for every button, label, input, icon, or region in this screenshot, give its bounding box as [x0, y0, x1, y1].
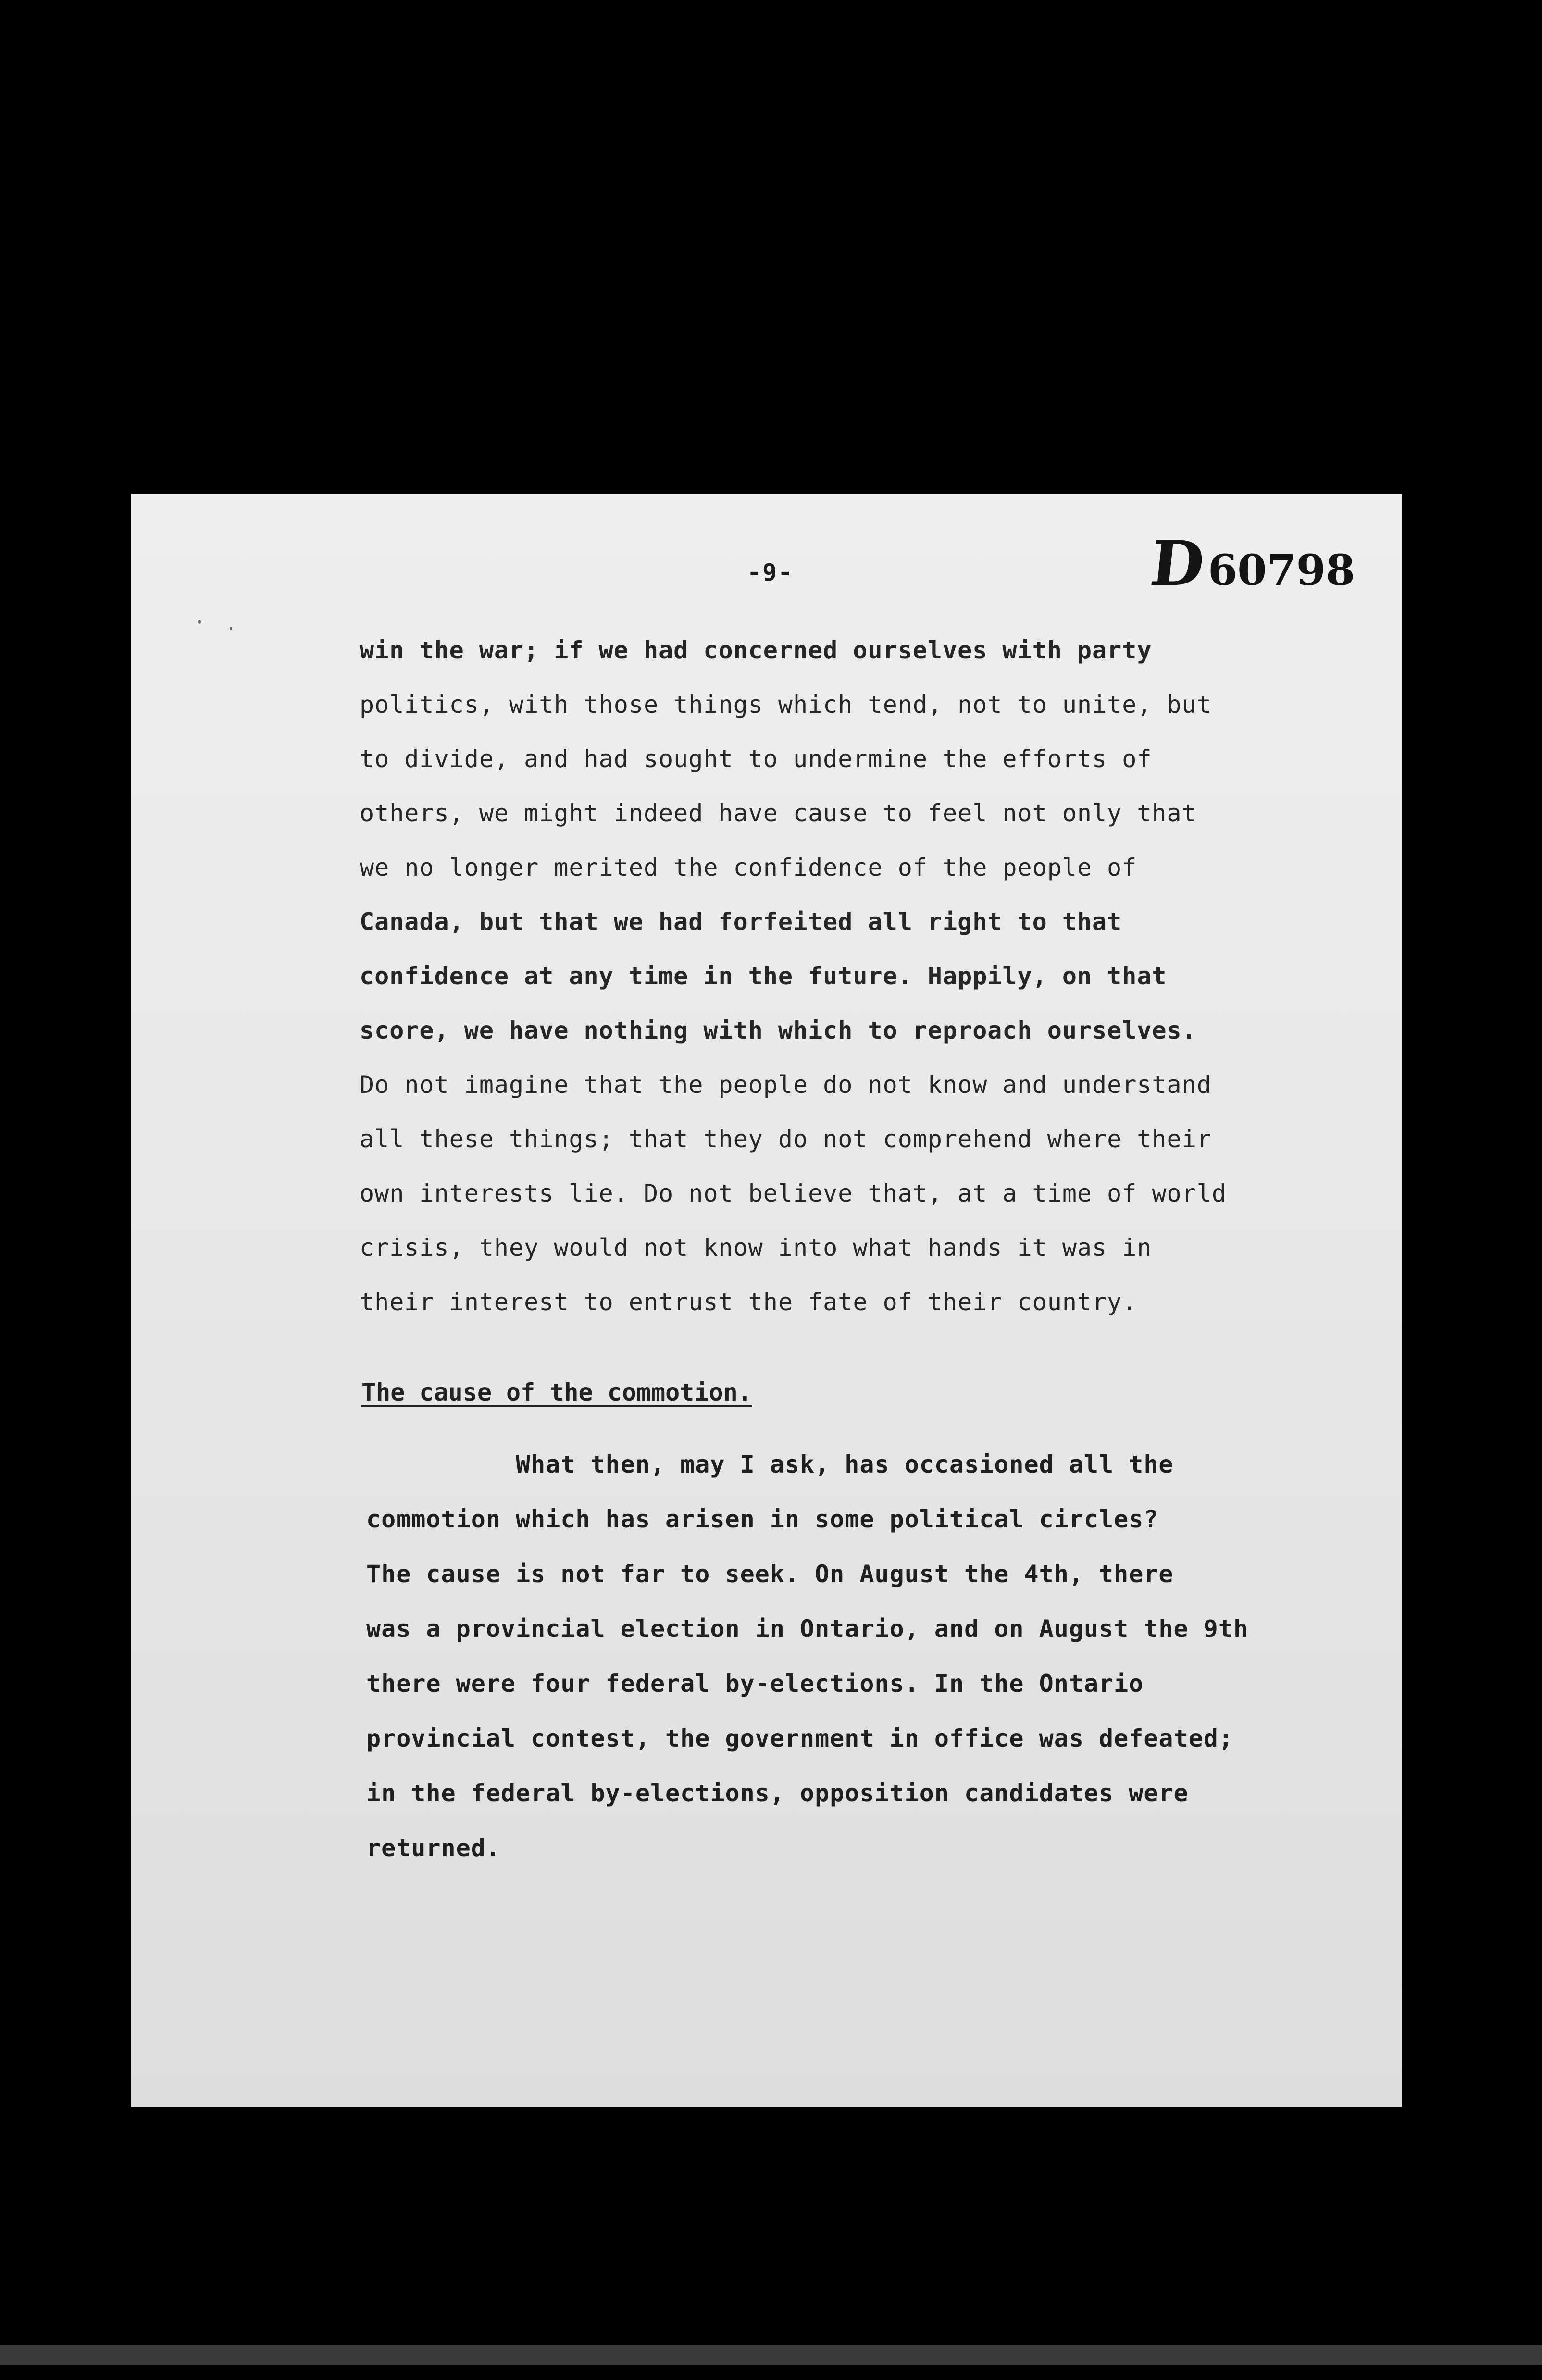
- text-line: others, we might indeed have cause to feel not only that: [360, 799, 1197, 827]
- scan-border-strip: [0, 2345, 1542, 2365]
- text-line: score, we have nothing with which to reproach ourselves.: [360, 1016, 1197, 1044]
- text-line: returned.: [366, 1834, 501, 1862]
- text-line: politics, with those things which tend, not to unite, but: [360, 691, 1212, 719]
- page-number: -9-: [747, 558, 794, 586]
- stray-mark: [230, 627, 232, 630]
- text-line: The cause is not far to seek. On August the 4th, there: [366, 1560, 1174, 1588]
- text-line: Do not imagine that the people do not know and understand: [360, 1071, 1212, 1099]
- text-line: to divide, and had sought to undermine the efforts of: [360, 745, 1152, 773]
- text-line: What then, may I ask, has occasioned all the: [366, 1450, 1174, 1478]
- document-id-prefix: D: [1147, 528, 1208, 600]
- text-line: commotion which has arisen in some political circles?: [366, 1505, 1159, 1533]
- document-page: [131, 494, 1402, 2107]
- text-line: Canada, but that we had forfeited all right to that: [360, 908, 1122, 936]
- text-line: provincial contest, the government in office was defeated;: [366, 1724, 1233, 1752]
- text-line: was a provincial election in Ontario, and on August the 9th: [366, 1615, 1249, 1643]
- text-line: there were four federal by-elections. In the Ontario: [366, 1670, 1144, 1698]
- stray-mark: [198, 620, 201, 624]
- document-id-number: 60798: [1208, 545, 1355, 595]
- document-id-stamp: [1147, 528, 1355, 600]
- text-line: we no longer merited the confidence of the people of: [360, 854, 1137, 881]
- text-line: all these things; that they do not comprehend where their: [360, 1125, 1212, 1153]
- text-line: win the war; if we had concerned ourselves with party: [360, 636, 1152, 664]
- text-line: in the federal by-elections, opposition candidates were: [366, 1779, 1189, 1807]
- section-heading: The cause of the commotion.: [361, 1378, 752, 1406]
- text-line: their interest to entrust the fate of their country.: [360, 1288, 1137, 1316]
- text-line: confidence at any time in the future. Happily, on that: [360, 962, 1167, 990]
- text-line: crisis, they would not know into what hands it was in: [360, 1234, 1152, 1262]
- text-line: own interests lie. Do not believe that, at a time of world: [360, 1179, 1227, 1207]
